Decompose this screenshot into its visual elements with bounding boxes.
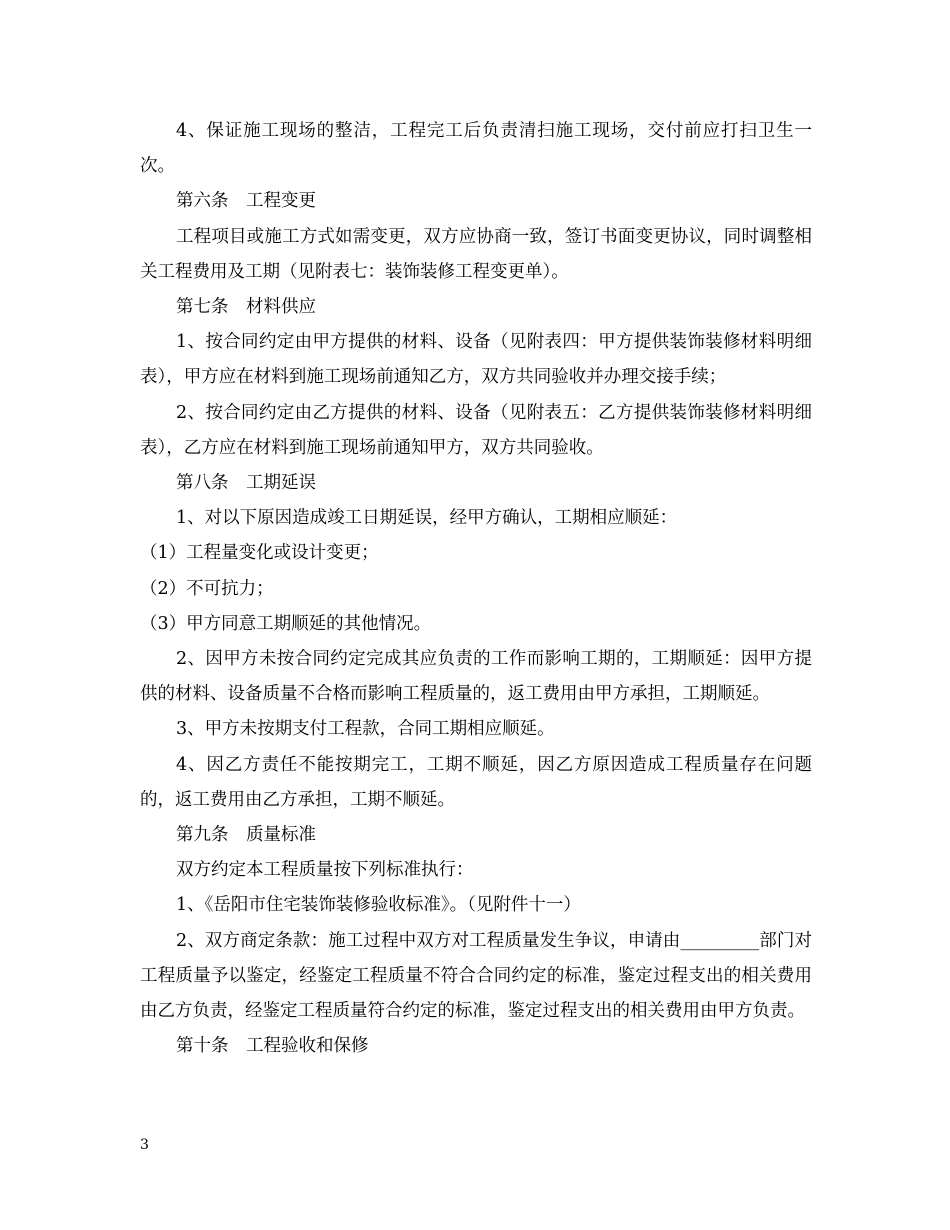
article-7-item-1: 1、按合同约定由甲方提供的材料、设备（见附表四：甲方提供装饰装修材料明细表），甲方应在材料到施工现场前通知乙方，双方共同验收并办理交接手续； (140, 332, 812, 388)
article-7-item-2: 2、按合同约定由乙方提供的材料、设备（见附表五：乙方提供装饰装修材料明细表），乙方应在材料到施工现场前通知甲方，双方共同验收。 (140, 402, 812, 458)
article-10-heading: 第十条 工程验收和保修 (176, 1036, 369, 1057)
article-9-item-2: 2、双方商定条款：施工过程中双方对工程质量发生争议，申请由_________部门对工程质量予以鉴定，经鉴定工程质量不符合合同约定的标准，鉴定过程支出的相关费用由乙方负责，经鉴定工程质量符合约定的标准，鉴定过程支出的相关费用由甲方负责。 (140, 930, 812, 1022)
article-8-subitem-1: （1）工程量变化或设计变更； (140, 543, 379, 564)
article-9-heading: 第九条 质量标准 (176, 825, 316, 846)
article-8-subitem-2: （2）不可抗力； (140, 578, 274, 599)
article-8-subitem-3: （3）甲方同意工期顺延的其他情况。 (140, 613, 432, 634)
article-8-item-1: 1、对以下原因造成竣工日期延误，经甲方确认，工期相应顺延： (176, 508, 678, 529)
clause-item-4-site-cleanliness: 4、保证施工现场的整洁，工程完工后负责清扫施工现场，交付前应打扫卫生一次。 (140, 121, 812, 177)
article-8-item-2: 2、因甲方未按合同约定完成其应负责的工作而影响工期的，工期顺延：因甲方提供的材料、设备质量不合格而影响工程质量的，返工费用由甲方承担，工期顺延。 (140, 649, 812, 705)
document-body (140, 114, 812, 1064)
article-9-item-1: 1、《岳阳市住宅装饰装修验收标准》。（见附件十一） (176, 895, 581, 916)
article-8-heading: 第八条 工期延误 (176, 473, 316, 494)
article-8-item-4: 4、因乙方责任不能按期完工，工期不顺延，因乙方原因造成工程质量存在问题的，返工费用由乙方承担，工期不顺延。 (140, 754, 812, 810)
article-6-heading: 第六条 工程变更 (176, 191, 316, 212)
article-9-intro: 双方约定本工程质量按下列标准执行： (176, 860, 474, 881)
page-number: 3 (140, 1137, 149, 1153)
article-8-item-3: 3、甲方未按期支付工程款，合同工期相应顺延。 (176, 719, 555, 740)
article-7-heading: 第七条 材料供应 (176, 297, 316, 318)
article-6-body: 工程项目或施工方式如需变更，双方应协商一致，签订书面变更协议，同时调整相关工程费用及工期（见附表七：装饰装修工程变更单）。 (140, 226, 812, 282)
